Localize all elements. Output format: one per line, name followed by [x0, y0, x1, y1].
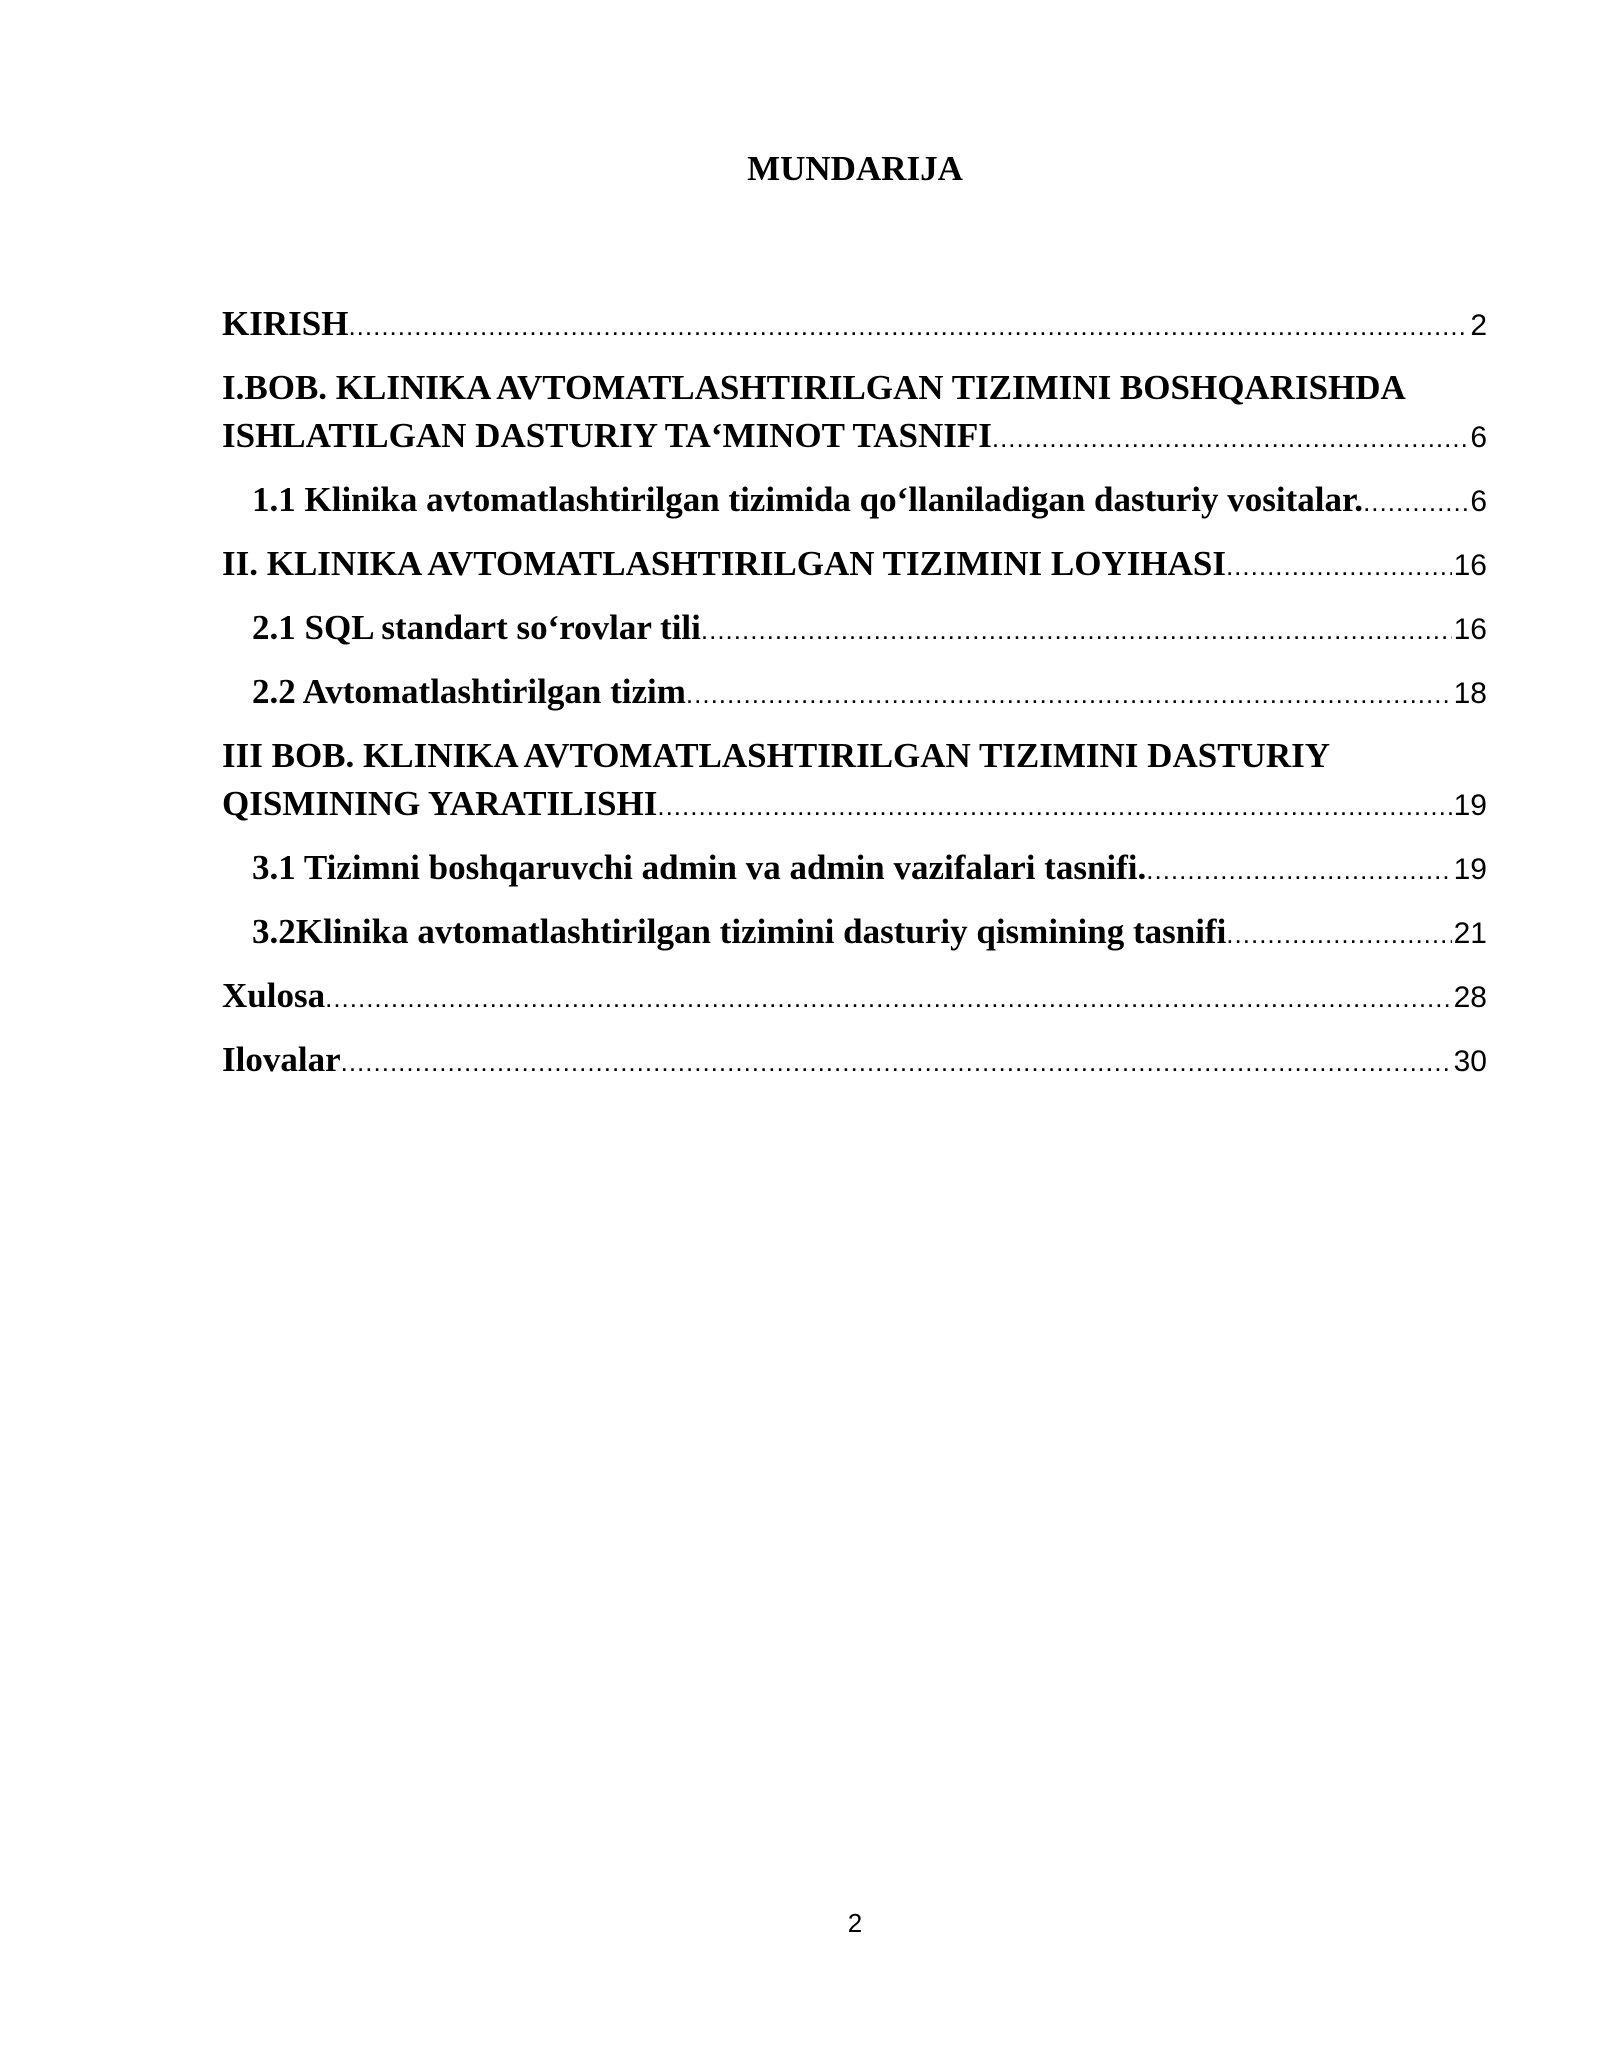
table-of-contents [222, 300, 1487, 1084]
toc-entry-kirish[interactable] [222, 300, 1487, 348]
toc-page-number: 6 [1470, 421, 1487, 454]
dot-leader [657, 782, 1451, 828]
toc-entry-title: 2.2 Avtomatlashtirilgan tizim [252, 672, 686, 711]
toc-page-number: 2 [1470, 309, 1487, 342]
toc-page-number: 19 [1453, 853, 1487, 886]
toc-entry-title: Ilovalar [222, 1040, 341, 1079]
dot-leader [992, 414, 1468, 460]
toc-entry-ilovalar[interactable] [222, 1036, 1487, 1084]
toc-entry-title-line-1: I.BOB. KLINIKA AVTOMATLASHTIRILGAN TIZIMINI BOSHQARISHDA [222, 368, 1406, 407]
dot-leader [1363, 478, 1468, 524]
toc-entry-section-2-1[interactable] [222, 604, 1487, 652]
toc-entry-title-line-2: ISHLATILGAN DASTURIY TA‘MINOT TASNIFI [222, 416, 992, 455]
toc-entry-title-line-1: III BOB. KLINIKA AVTOMATLASHTIRILGAN TIZIMINI DASTURIY [222, 736, 1330, 775]
toc-entry-title: 1.1 Klinika avtomatlashtirilgan tizimida qo‘llaniladigan dasturiy vositalar. [252, 480, 1364, 519]
toc-entry-title: II. KLINIKA AVTOMATLASHTIRILGAN TIZIMINI LOYIHASI [222, 544, 1226, 583]
dot-leader [341, 1038, 1452, 1084]
toc-entry-title-line-2: QISMINING YARATILISHI [222, 784, 658, 823]
toc-page-number: 16 [1453, 613, 1487, 646]
toc-page-number: 18 [1453, 677, 1487, 710]
toc-entry-title: Xulosa [222, 976, 326, 1015]
dot-leader [1226, 542, 1452, 588]
dot-leader [348, 302, 1468, 348]
toc-entry-section-1-1[interactable] [222, 476, 1487, 524]
dot-leader [1226, 910, 1451, 956]
dot-leader [686, 670, 1452, 716]
toc-entry-title: KIRISH [222, 304, 349, 343]
toc-page-number: 21 [1453, 917, 1487, 950]
toc-page-number: 30 [1453, 1045, 1487, 1078]
page-title: MUNDARIJA [747, 149, 963, 188]
toc-entry-title: 3.1 Tizimni boshqaruvchi admin va admin vazifalari tasnifi. [252, 848, 1147, 887]
toc-page-number: 19 [1453, 789, 1487, 822]
toc-entry-section-2-2[interactable] [222, 668, 1487, 716]
page-number: 2 [847, 1908, 863, 1938]
dot-leader [1146, 846, 1451, 892]
toc-entry-chapter-2[interactable] [222, 540, 1487, 588]
toc-entry-chapter-1[interactable] [222, 364, 1487, 460]
toc-entry-chapter-3[interactable] [222, 732, 1487, 828]
toc-page-number: 16 [1453, 549, 1487, 582]
dot-leader [701, 606, 1452, 652]
toc-entry-section-3-2[interactable] [222, 908, 1487, 956]
toc-page-number: 6 [1470, 485, 1487, 518]
toc-entry-xulosa[interactable] [222, 972, 1487, 1020]
dot-leader [325, 974, 1452, 1020]
toc-entry-title: 3.2Klinika avtomatlashtirilgan tizimini dasturiy qismining tasnifi [252, 912, 1227, 951]
toc-page-number: 28 [1453, 981, 1487, 1014]
toc-entry-title: 2.1 SQL standart so‘rovlar tili [252, 608, 701, 647]
toc-entry-section-3-1[interactable] [222, 844, 1487, 892]
